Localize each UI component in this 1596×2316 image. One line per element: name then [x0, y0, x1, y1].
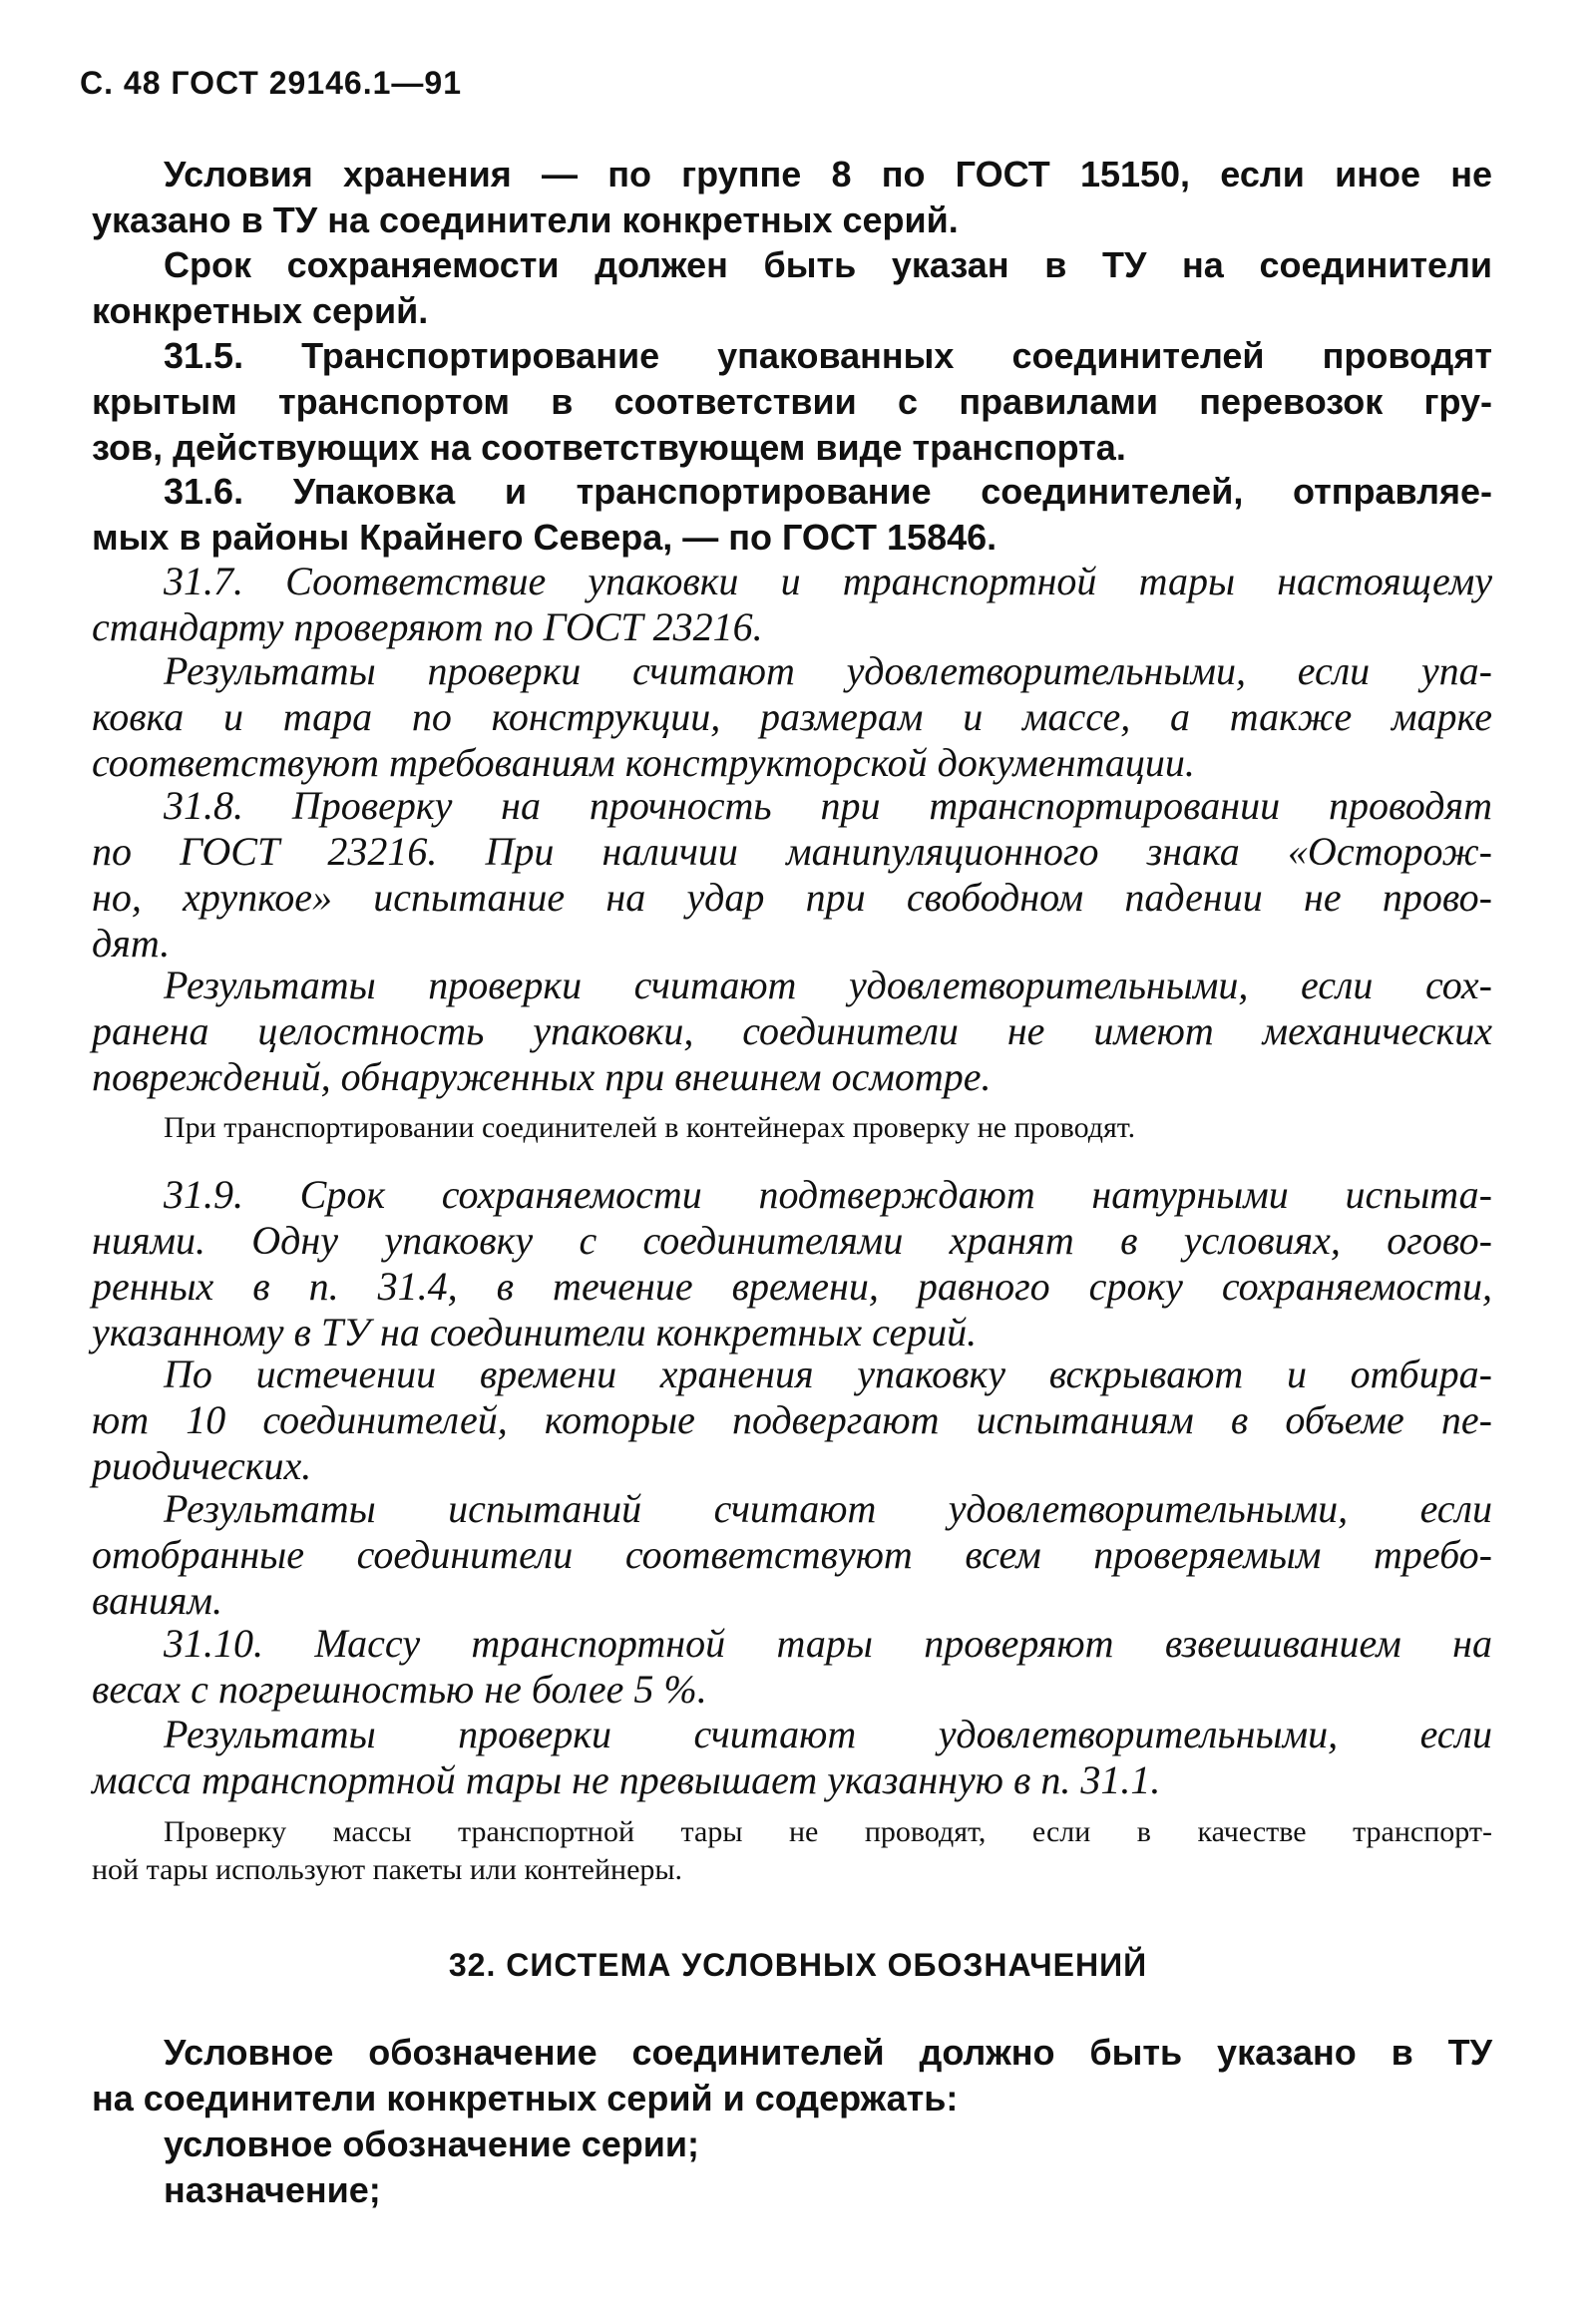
text-line: ранена целостность упаковки, соединители не имеют механических [92, 1008, 1492, 1053]
container-note [92, 1109, 1492, 1147]
text-line: ют 10 соединителей, которые подвергают испытаниям в объеме пе- [92, 1397, 1492, 1442]
text-line: 31.9. Срок сохраняемости подтверждают натурными испыта- [164, 1172, 1492, 1217]
shelf-life-paragraph [92, 242, 1492, 334]
text-line: на соединители конкретных серий и содержать: [92, 2078, 959, 2119]
text-line: ниями. Одну упаковку с соединителями хранят в условиях, огово- [92, 1218, 1492, 1263]
text-line: условное обозначение серии; [164, 2123, 700, 2164]
text-line: соответствуют требованиям конструкторской документации. [92, 740, 1195, 785]
text-line: 31.6. Упаковка и транспортирование соединителей, отправляе- [164, 471, 1492, 512]
section-32-heading: 32. СИСТЕМА УСЛОВНЫХ ОБОЗНАЧЕНИЙ [448, 1947, 1148, 1983]
text-line: по ГОСТ 23216. При наличии манипуляционного знака «Осторож- [92, 829, 1492, 874]
text-line: Проверку массы транспортной тары не проводят, если в качестве транспорт- [164, 1815, 1492, 1848]
clause-31-7-results [92, 648, 1492, 786]
clause-31-9 [92, 1172, 1492, 1355]
text-line: Результаты проверки считают удовлетворительными, если [164, 1712, 1492, 1756]
text-line: ренных в п. 31.4, в течение времени, равного сроку сохраняемости, [92, 1264, 1492, 1309]
text-line: зов, действующих на соответствующем виде транспорта. [92, 427, 1126, 468]
clause-31-10-results [92, 1712, 1492, 1803]
text-line: При транспортировании соединителей в контейнерах проверку не проводят. [164, 1111, 1136, 1144]
page-header: С. 48 ГОСТ 29146.1—91 [80, 65, 462, 101]
clause-31-10 [92, 1621, 1492, 1713]
text-line: масса транспортной тары не превышает указанную в п. 31.1. [92, 1757, 1161, 1802]
text-line: конкретных серий. [92, 290, 429, 331]
text-line: мых в районы Крайнего Севера, — по ГОСТ 15846. [92, 517, 998, 558]
text-line: крытым транспортом в соответствии с правилами перевозок гру- [92, 381, 1492, 422]
text-line: указанному в ТУ на соединители конкретных серий. [92, 1310, 978, 1354]
clause-31-7 [92, 559, 1492, 650]
text-line: Срок сохраняемости должен быть указан в ТУ на соединители [164, 244, 1492, 285]
text-line: назначение; [164, 2169, 381, 2210]
text-line: 31.5. Транспортирование упакованных соединителей проводят [164, 335, 1492, 376]
clause-31-9-results [92, 1486, 1492, 1624]
text-line: Результаты проверки считают удовлетворительными, если сох- [164, 963, 1492, 1007]
text-line: ваниям. [92, 1578, 223, 1623]
text-line: 31.7. Соответствие упаковки и транспортной тары настоящему [164, 559, 1492, 603]
clause-31-8-results [92, 963, 1492, 1100]
clause-31-6 [92, 469, 1492, 561]
packaging-mass-note [92, 1813, 1492, 1889]
list-item-purpose [92, 2167, 1492, 2213]
text-line: риодических. [92, 1443, 312, 1488]
text-line: Результаты испытаний считают удовлетворительными, если [164, 1486, 1492, 1531]
text-line: ковка и тара по конструкции, размерам и массе, а также марке [92, 694, 1492, 739]
text-line: Условное обозначение соединителей должно быть указано в ТУ [164, 2032, 1492, 2073]
text-line: стандарту проверяют по ГОСТ 23216. [92, 604, 763, 649]
text-line: весах с погрешностью не более 5 %. [92, 1667, 707, 1712]
text-line: По истечении времени хранения упаковку вскрывают и отбира- [164, 1351, 1492, 1396]
text-line: Результаты проверки считают удовлетворительными, если упа- [164, 648, 1492, 693]
text-line: указано в ТУ на соединители конкретных серий. [92, 199, 959, 240]
storage-conditions-paragraph [92, 152, 1492, 243]
designation-paragraph [92, 2030, 1492, 2122]
text-line: 31.8. Проверку на прочность при транспортировании проводят [164, 783, 1492, 828]
clause-31-8 [92, 783, 1492, 966]
text-line: повреждений, обнаруженных при внешнем осмотре. [92, 1054, 992, 1099]
list-item-series-designation [92, 2122, 1492, 2167]
clause-31-5 [92, 333, 1492, 471]
text-line: 31.10. Массу транспортной тары проверяют взвешиванием на [164, 1621, 1492, 1666]
text-line: Условия хранения — по группе 8 по ГОСТ 15150, если иное не [164, 154, 1492, 194]
text-line: но, хрупкое» испытание на удар при свободном падении не прово- [92, 875, 1492, 920]
clause-31-9-sampling [92, 1351, 1492, 1489]
text-line: дят. [92, 921, 171, 965]
text-line: ной тары используют пакеты или контейнеры. [92, 1853, 683, 1886]
text-line: отобранные соединители соответствуют всем проверяемым требо- [92, 1532, 1492, 1577]
